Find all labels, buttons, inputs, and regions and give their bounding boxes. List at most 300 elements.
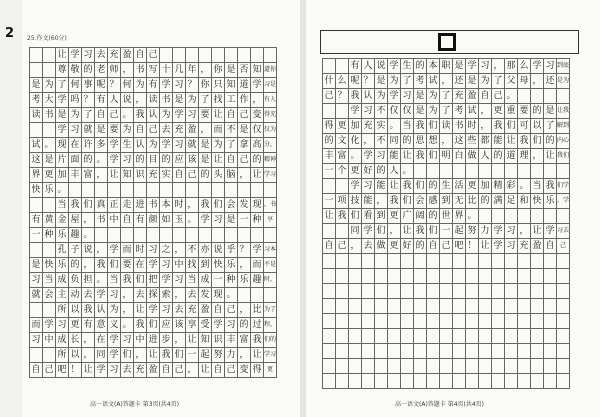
essay-left-cell: 为 <box>134 78 147 93</box>
essay-left-cell: 是 <box>56 108 69 123</box>
essay-right-cell: 精 <box>492 179 505 194</box>
essay-right-cell <box>492 209 505 224</box>
essay-left-cell: 认 <box>95 303 108 318</box>
essay-left-cell <box>225 183 238 198</box>
essay-left-cell: 一 <box>186 348 199 363</box>
essay-right-cell: 活 <box>453 179 466 194</box>
essay-left-cell <box>225 48 238 63</box>
essay-left-cell: 有 <box>147 78 160 93</box>
essay-right-cell: 生 <box>401 59 414 74</box>
essay-left-cell: 去 <box>95 48 108 63</box>
essay-left-cell: 现 <box>251 198 264 213</box>
essay-left-cell: 们 <box>173 348 186 363</box>
essay-right-cell: ， <box>440 74 453 89</box>
essay-left-cell: 让 <box>212 153 225 168</box>
essay-left-cell: 习 <box>121 333 134 348</box>
essay-left-cell: 是 <box>225 63 238 78</box>
essay-left-cell: 自 <box>134 48 147 63</box>
essay-right-cell <box>375 254 388 269</box>
essay-left-cell: 学 <box>108 243 121 258</box>
essay-left-cell <box>173 48 186 63</box>
essay-left-cell: 人 <box>108 93 121 108</box>
essay-left-cell: 有 <box>30 213 43 228</box>
essay-right-cell: 内心 <box>557 134 570 149</box>
essay-left-cell: 头 <box>212 168 225 183</box>
essay-left-cell: 学 <box>147 303 160 318</box>
essay-left-cell: 时 <box>134 243 147 258</box>
essay-right-cell <box>414 284 427 299</box>
essay-left-cell: 大 <box>43 93 56 108</box>
essay-left-cell: 更 <box>43 168 56 183</box>
essay-left-cell: 而 <box>212 123 225 138</box>
essay-left-cell: 为 <box>108 303 121 318</box>
essay-left-cell: 学 <box>56 123 69 138</box>
essay-right-cell: 习 <box>362 179 375 194</box>
essay-right-cell <box>427 374 440 389</box>
essay-right-cell <box>375 284 388 299</box>
essay-right-cell: 足 <box>505 194 518 209</box>
essay-right-cell: 想 <box>427 134 440 149</box>
essay-left-cell: 吗 <box>69 93 82 108</box>
essay-right-cell <box>401 344 414 359</box>
essay-right-cell: 更 <box>336 119 349 134</box>
essay-right-cell: 重 <box>505 104 518 119</box>
essay-left-cell: 主 <box>56 288 69 303</box>
essay-right-cell: 职 <box>440 59 453 74</box>
essay-left-cell: 中 <box>43 333 56 348</box>
essay-right-cell <box>336 299 349 314</box>
essay-left-cell: 为 <box>121 123 134 138</box>
essay-left-cell: 去 <box>173 303 186 318</box>
essay-left-cell: 负 <box>69 273 82 288</box>
essay-left-cell: 黄 <box>43 213 56 228</box>
essay-left-cell: ， <box>238 348 251 363</box>
essay-left-cell: 把 <box>147 273 160 288</box>
essay-right-cell: 们 <box>414 179 427 194</box>
essay-right-cell: 一 <box>323 164 336 179</box>
essay-right-cell: 世 <box>440 209 453 224</box>
essay-left-cell: 一 <box>238 213 251 228</box>
essay-right-cell <box>557 89 570 104</box>
essay-left-cell: 实 <box>160 168 173 183</box>
essay-right-cell <box>492 359 505 374</box>
essay-right-cell <box>518 164 531 179</box>
essay-right-cell <box>544 344 557 359</box>
essay-left-cell: ， <box>121 63 134 78</box>
essay-right-cell: 同 <box>388 134 401 149</box>
essay-right-cell: 我 <box>414 224 427 239</box>
essay-right-cell: 是 <box>414 89 427 104</box>
essay-right-cell <box>453 254 466 269</box>
essay-right-cell <box>492 299 505 314</box>
essay-right-cell <box>388 299 401 314</box>
essay-left-cell: 。 <box>43 138 56 153</box>
essay-right-cell: 的 <box>427 179 440 194</box>
essay-left-cell: 自 <box>95 108 108 123</box>
essay-right-cell: 习 <box>505 239 518 254</box>
essay-left-cell: 几 <box>173 63 186 78</box>
essay-left-cell: 去 <box>121 363 134 378</box>
essay-left-cell: 学 <box>251 78 264 93</box>
essay-left-cell: 。 <box>95 153 108 168</box>
essay-left-cell: 盈 <box>186 123 199 138</box>
essay-left-cell: 努 <box>212 348 225 363</box>
essay-left-cell: 。 <box>95 273 108 288</box>
essay-left-cell <box>238 288 251 303</box>
essay-right-cell <box>518 299 531 314</box>
essay-left-cell <box>212 183 225 198</box>
essay-left-cell: 们 <box>108 258 121 273</box>
essay-left-cell: 所 <box>56 303 69 318</box>
essay-left-cell: 学 <box>56 93 69 108</box>
essay-left-cell: ， <box>95 168 108 183</box>
essay-right-cell: 我 <box>518 134 531 149</box>
essay-right-cell: 让 <box>388 179 401 194</box>
essay-left-cell: 分， <box>264 138 277 153</box>
essay-left-cell: 比 <box>251 303 264 318</box>
essay-right-cell <box>453 314 466 329</box>
essay-left-cell: 我 <box>160 348 173 363</box>
essay-left-cell <box>160 48 173 63</box>
essay-left-cell: 习 <box>173 138 186 153</box>
essay-left-cell: 趣 <box>69 228 82 243</box>
essay-left-cell: ， <box>238 258 251 273</box>
essay-right-cell: 人 <box>362 59 375 74</box>
essay-right-cell <box>466 314 479 329</box>
essay-right-cell: 。学 <box>557 194 570 209</box>
essay-right-cell: 本 <box>427 59 440 74</box>
essay-left-cell: 孔 <box>56 243 69 258</box>
essay-left-cell: 敬 <box>69 63 82 78</box>
essay-right-cell: 们 <box>505 119 518 134</box>
essay-right-cell: 学 <box>492 224 505 239</box>
essay-left-cell: 时， <box>264 273 277 288</box>
essay-right-cell <box>531 284 544 299</box>
essay-left-cell <box>199 48 212 63</box>
essay-right-cell <box>440 374 453 389</box>
essay-right-cell <box>518 284 531 299</box>
essay-left-cell: 是 <box>225 213 238 228</box>
essay-left-cell: 盈 <box>121 48 134 63</box>
essay-left-cell: 中 <box>108 213 121 228</box>
essay-right-cell <box>388 254 401 269</box>
essay-right-cell: 们学 <box>557 179 570 194</box>
essay-left-cell: 担 <box>82 273 95 288</box>
essay-right-cell <box>557 209 570 224</box>
essay-left-cell: 去 <box>186 288 199 303</box>
essay-right-cell: 了 <box>492 74 505 89</box>
essay-left-cell <box>43 303 56 318</box>
essay-right-cell <box>414 374 427 389</box>
essay-left-cell: 们 <box>147 318 160 333</box>
essay-right-cell <box>479 359 492 374</box>
essay-right-cell <box>440 344 453 359</box>
essay-right-cell <box>440 164 453 179</box>
essay-left-cell: 学 <box>108 153 121 168</box>
essay-left-cell: 让 <box>108 168 121 183</box>
essay-right-cell <box>362 374 375 389</box>
essay-right-cell: 我 <box>401 179 414 194</box>
essay-right-cell <box>427 269 440 284</box>
essay-left-cell: 。 <box>186 213 199 228</box>
essay-right-cell <box>544 209 557 224</box>
essay-left-cell: 就 <box>30 288 43 303</box>
essay-left-cell: 乐 <box>56 228 69 243</box>
essay-left-cell: 认 <box>134 138 147 153</box>
essay-right-cell <box>427 329 440 344</box>
essay-left-cell: 的 <box>82 63 95 78</box>
essay-right-cell: ， <box>362 134 375 149</box>
essay-right-cell: 好 <box>401 239 414 254</box>
essay-left-cell: 我 <box>134 318 147 333</box>
essay-left-cell <box>108 183 121 198</box>
essay-left-cell: 知 <box>121 168 134 183</box>
essay-right-cell <box>349 314 362 329</box>
essay-right-cell <box>388 359 401 374</box>
essay-left-cell: 说 <box>121 93 134 108</box>
essay-left-cell: 你 <box>212 63 225 78</box>
essay-right-cell <box>453 344 466 359</box>
essay-right-cell <box>375 359 388 374</box>
essay-right-cell: 为 <box>375 89 388 104</box>
essay-left-cell: 这 <box>30 153 43 168</box>
essay-left-cell: 你 <box>199 78 212 93</box>
essay-right-cell <box>401 254 414 269</box>
essay-left-cell: 写 <box>147 63 160 78</box>
essay-left-cell: 得 <box>251 363 264 378</box>
essay-right-cell <box>466 359 479 374</box>
essay-left-cell: 真 <box>95 198 108 213</box>
essay-left-cell: 充 <box>108 48 121 63</box>
essay-right-cell: 让 <box>479 239 492 254</box>
essay-right-cell: 考 <box>414 74 427 89</box>
essay-left-cell: 金 <box>56 213 69 228</box>
essay-left-cell: ， <box>173 333 186 348</box>
essay-left-cell: 己 <box>225 363 238 378</box>
essay-right-cell: 们 <box>427 149 440 164</box>
essay-left-cell: 我 <box>69 198 82 213</box>
essay-right-cell <box>557 374 570 389</box>
essay-right-cell <box>518 314 531 329</box>
essay-left-cell: 学 <box>160 273 173 288</box>
essay-right-cell: 的 <box>427 209 440 224</box>
essay-right-cell <box>440 299 453 314</box>
essay-right-cell <box>349 254 362 269</box>
essay-right-cell <box>466 344 479 359</box>
essay-right-cell <box>479 284 492 299</box>
essay-left-cell: 是 <box>238 123 251 138</box>
essay-right-cell: 更 <box>388 209 401 224</box>
essay-left-cell <box>264 183 277 198</box>
essay-left-cell: 读 <box>147 93 160 108</box>
essay-left-cell <box>43 348 56 363</box>
essay-right-cell: 让 <box>505 134 518 149</box>
essay-left-cell: 让 <box>212 108 225 123</box>
essay-left-cell: 的 <box>251 153 264 168</box>
essay-right-cell: 我 <box>544 179 557 194</box>
essay-left-cell: 要 <box>199 108 212 123</box>
essay-left-cell <box>212 228 225 243</box>
essay-left-cell: 目 <box>147 153 160 168</box>
essay-right-cell: 阔 <box>414 209 427 224</box>
essay-left-cell: 读 <box>30 108 43 123</box>
essay-right-cell <box>323 104 336 119</box>
essay-left-cell <box>147 183 160 198</box>
essay-right-cell <box>492 329 505 344</box>
essay-left-cell: 意 <box>95 318 108 333</box>
essay-left-cell: 应 <box>173 153 186 168</box>
essay-left-cell: 事 <box>82 78 95 93</box>
essay-right-cell <box>362 299 375 314</box>
essay-right-cell <box>492 164 505 179</box>
essay-right-cell <box>479 269 492 284</box>
essay-right-cell: 了 <box>440 104 453 119</box>
essay-right-cell: 到 <box>375 209 388 224</box>
essay-right-cell: 乐 <box>544 194 557 209</box>
essay-right-cell: 的 <box>531 104 544 119</box>
essay-right-cell: 是 <box>453 59 466 74</box>
essay-right-cell <box>453 269 466 284</box>
essay-right-cell: 了 <box>401 74 414 89</box>
essay-right-cell: 己 <box>336 239 349 254</box>
essay-right-cell: 更 <box>466 179 479 194</box>
essay-left-cell: 让 <box>186 333 199 348</box>
essay-left-cell: 界 <box>30 168 43 183</box>
essay-left-cell: ， <box>186 198 199 213</box>
essay-right-cell: 这 <box>453 134 466 149</box>
essay-left-cell: 成 <box>199 273 212 288</box>
essay-right-cell <box>336 344 349 359</box>
essay-left-cell: 了 <box>56 78 69 93</box>
essay-left-cell: 。 <box>121 108 134 123</box>
essay-left-cell: ！ <box>69 363 82 378</box>
essay-left-cell: 面 <box>69 153 82 168</box>
essay-left-cell: 让 <box>251 168 264 183</box>
essay-right-cell <box>518 254 531 269</box>
essay-right-cell: 文 <box>336 134 349 149</box>
essay-left-cell: 己 <box>186 168 199 183</box>
essay-left-cell: 学 <box>108 348 121 363</box>
essay-left-cell: 的 <box>160 153 173 168</box>
essay-left-cell: 到 <box>199 258 212 273</box>
essay-left-cell: 学 <box>199 213 212 228</box>
essay-right-cell: 以 <box>531 119 544 134</box>
essay-left-cell: 有 <box>82 318 95 333</box>
essay-right-cell: 都 <box>479 134 492 149</box>
essay-left-cell <box>121 183 134 198</box>
essay-left-cell: 程， <box>264 318 277 333</box>
essay-left-cell: 得充 <box>264 108 277 123</box>
essay-right-cell <box>336 254 349 269</box>
essay-right-cell <box>544 329 557 344</box>
essay-left-cell: 变 <box>238 363 251 378</box>
essay-right-cell: ， <box>492 59 505 74</box>
essay-right-cell: 读 <box>440 119 453 134</box>
essay-left-cell: 我 <box>134 108 147 123</box>
essay-left-cell <box>251 48 264 63</box>
essay-left-cell: 享 <box>186 318 199 333</box>
essay-right-cell <box>544 269 557 284</box>
essay-left-cell: 让 <box>56 48 69 63</box>
essay-right-cell <box>544 314 557 329</box>
essay-left-cell: 脑 <box>225 168 238 183</box>
essay-right-cell: 的 <box>414 239 427 254</box>
essay-right-cell <box>492 254 505 269</box>
essay-left-cell: 己 <box>147 48 160 63</box>
essay-left-cell: 是 <box>173 93 186 108</box>
essay-right-cell: 我 <box>388 194 401 209</box>
essay-right-cell <box>544 299 557 314</box>
essay-right-cell <box>479 209 492 224</box>
essay-right-cell: 要 <box>518 104 531 119</box>
essay-right-cell: 学 <box>362 149 375 164</box>
essay-left-cell: 我 <box>82 303 95 318</box>
essay-right-cell: 习 <box>479 59 492 74</box>
essay-left-cell: 考 <box>30 93 43 108</box>
essay-left-cell: ？ <box>108 78 121 93</box>
essay-right-cell: 的 <box>544 134 557 149</box>
essay-right-cell: 让 <box>323 209 336 224</box>
essay-left-cell: 了 <box>225 138 238 153</box>
essay-left-cell: 习 <box>173 273 186 288</box>
page-number: 2 <box>5 26 15 41</box>
essay-left-cell: 己 <box>147 123 160 138</box>
essay-right-cell <box>336 374 349 389</box>
essay-right-cell <box>388 314 401 329</box>
essay-right-cell: 让我 <box>557 104 570 119</box>
essay-right-cell <box>557 284 570 299</box>
essay-left-cell: 为 <box>212 138 225 153</box>
essay-left-cell: 现 <box>212 288 225 303</box>
essay-left-cell <box>30 348 43 363</box>
essay-left-cell: 习 <box>121 153 134 168</box>
essay-left-cell <box>173 183 186 198</box>
essay-right-cell <box>518 374 531 389</box>
essay-left-cell <box>160 183 173 198</box>
essay-left-cell: ， <box>134 93 147 108</box>
essay-right-cell: 为 <box>388 74 401 89</box>
essay-right-cell <box>349 269 362 284</box>
essay-left-cell: 学 <box>173 108 186 123</box>
essay-left-cell: 义 <box>108 318 121 333</box>
essay-left-cell: ，书 <box>264 198 277 213</box>
essay-right-cell: 实 <box>375 119 388 134</box>
essay-right-cell <box>440 254 453 269</box>
essay-right-cell: 加 <box>349 119 362 134</box>
essay-right-cell <box>401 269 414 284</box>
essay-right-cell <box>427 254 440 269</box>
essay-left-cell: 何 <box>121 78 134 93</box>
essay-right-cell: 的 <box>323 134 336 149</box>
essay-left-cell: 快 <box>212 258 225 273</box>
essay-left-cell: 们 <box>82 198 95 213</box>
essay-left-cell: 只 <box>212 78 225 93</box>
essay-right-cell: 还 <box>544 74 557 89</box>
essay-right-cell <box>531 359 544 374</box>
essay-grid-right <box>322 58 570 389</box>
essay-left-cell: 乐 <box>56 258 69 273</box>
essay-right-cell: 自 <box>427 239 440 254</box>
essay-left-cell: 长 <box>69 333 82 348</box>
essay-right-cell <box>505 254 518 269</box>
essay-right-cell <box>388 374 401 389</box>
essay-left-cell: 的 <box>238 318 251 333</box>
essay-left-cell: 去 <box>82 288 95 303</box>
essay-right-cell <box>453 284 466 299</box>
essay-left-cell: ， <box>95 243 108 258</box>
essay-left-cell <box>43 63 56 78</box>
essay-right-cell: 学 <box>531 59 544 74</box>
